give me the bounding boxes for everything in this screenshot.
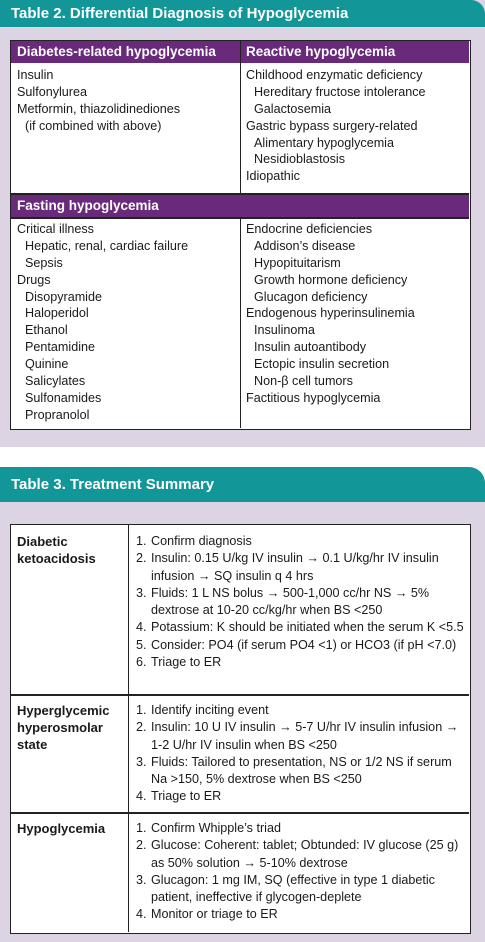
table2-header-row — [11, 195, 469, 217]
list-item: Non-β cell tumors — [254, 374, 353, 389]
step-item: 6. Triage to ER — [136, 655, 222, 670]
list-item: Haloperidol — [25, 306, 89, 321]
column-divider — [240, 41, 241, 194]
table3-grid — [10, 524, 471, 934]
list-item: Disopyramide — [25, 289, 102, 304]
list-item: Sulfonylurea — [17, 84, 88, 99]
table3-panel — [0, 502, 485, 942]
step-item: 4. Triage to ER — [136, 789, 222, 804]
list-item: Insulin — [17, 68, 54, 82]
header-reactive: Reactive hypoglycemia — [246, 44, 396, 59]
list-item: Pentamidine — [25, 340, 96, 355]
step-item: 3. Fluids: 1 L NS bolus → 500-1,000 cc/hr NS → 5% dextrose at 10-20 cc/kg/hr when BS <250 — [136, 585, 430, 618]
step-item: 3. Fluids: Tailored to presentation, NS or 1/2 NS if serum Na >150, 5% dextrose when BS <250 — [136, 754, 452, 787]
step-item: 3. Glucagon: 1 mg IM, SQ (effective in type 1 diabetic patient, ineffective if glycogen-deplete — [136, 872, 435, 905]
table3-title: Table 3. Treatment Summary — [0, 467, 485, 502]
step-item: 1. Confirm Whipple’s triad — [136, 821, 281, 835]
condition-label: Diabetic ketoacidosis — [17, 534, 96, 566]
list-item: Hereditary fructose intolerance — [254, 84, 426, 99]
step-item: 4. Potassium: K should be initiated when the serum K <5.5 — [136, 620, 464, 635]
list-item: Hypopituitarism — [254, 255, 341, 270]
step-item: 5. Consider: PO4 (if serum PO4 <1) or HCO3 (if pH <7.0) — [136, 637, 457, 652]
list-item: Drugs — [17, 272, 51, 287]
fasting-left-cell — [17, 221, 188, 424]
column-divider — [240, 218, 241, 428]
fasting-right-cell — [246, 221, 415, 407]
list-item: Metformin, thiazolidinediones — [17, 101, 181, 116]
header-diabetes: Diabetes-related hypoglycemia — [17, 44, 216, 59]
list-item: Nesidioblastosis — [254, 152, 345, 167]
condition-label: Hypoglycemia — [17, 821, 106, 836]
list-item: Sepsis — [25, 255, 63, 270]
list-item: Endocrine deficiencies — [246, 222, 373, 236]
table2-grid — [10, 40, 471, 430]
reactive-cell — [246, 67, 426, 185]
steps-list — [134, 820, 470, 924]
step-item: 2. Glucose: Coherent: tablet; Obtunded: IV glucose (25 g) as 50% solution → 5-10% dextrose — [136, 838, 459, 870]
table2-panel — [0, 0, 485, 447]
step-item: 4. Monitor or triage to ER — [136, 907, 278, 922]
list-item: Endogenous hyperinsulinemia — [246, 306, 415, 321]
list-item: Sulfonamides — [25, 390, 102, 405]
list-item: Childhood enzymatic deficiency — [246, 68, 423, 82]
steps-list — [134, 702, 470, 806]
step-item: 2. Insulin: 0.15 U/kg IV insulin → 0.1 U/kg/hr IV insulin infusion → SQ insulin q 4 hrs — [136, 551, 439, 583]
condition-label: Hyperglycemic hyperosmolar state — [17, 703, 110, 752]
list-item: Hepatic, renal, cardiac failure — [25, 238, 189, 253]
list-item: (if combined with above) — [25, 118, 162, 133]
list-item: Addison’s disease — [254, 238, 356, 253]
step-item: 1. Identify inciting event — [136, 703, 269, 717]
list-item: Salicylates — [25, 374, 86, 389]
list-item: Factitious hypoglycemia — [246, 390, 381, 405]
row-divider — [11, 812, 469, 814]
step-item: 1. Confirm diagnosis — [136, 534, 252, 548]
row-divider — [11, 694, 469, 696]
list-item: Alimentary hypoglycemia — [254, 135, 394, 150]
list-item: Growth hormone deficiency — [254, 272, 408, 287]
table2-title: Table 2. Differential Diagnosis of Hypoglycemia — [0, 0, 485, 27]
header-fasting: Fasting hypoglycemia — [17, 198, 159, 213]
list-item: Ethanol — [25, 323, 68, 338]
list-item: Glucagon deficiency — [254, 289, 368, 304]
list-item: Critical illness — [17, 222, 94, 236]
list-item: Insulinoma — [254, 323, 315, 338]
list-item: Idiopathic — [246, 169, 300, 184]
list-item: Insulin autoantibody — [254, 340, 367, 355]
steps-list — [134, 533, 470, 671]
list-item: Ectopic insulin secretion — [254, 357, 390, 372]
list-item: Galactosemia — [254, 101, 331, 116]
step-item: 2. Insulin: 10 U IV insulin → 5-7 U/hr IV insulin infusion → 1-2 U/hr IV insulin when BS <250 — [136, 720, 459, 752]
list-item: Gastric bypass surgery-related — [246, 118, 418, 133]
list-item: Quinine — [25, 357, 69, 372]
list-item: Propranolol — [25, 407, 90, 422]
diabetes-cell — [17, 67, 180, 135]
